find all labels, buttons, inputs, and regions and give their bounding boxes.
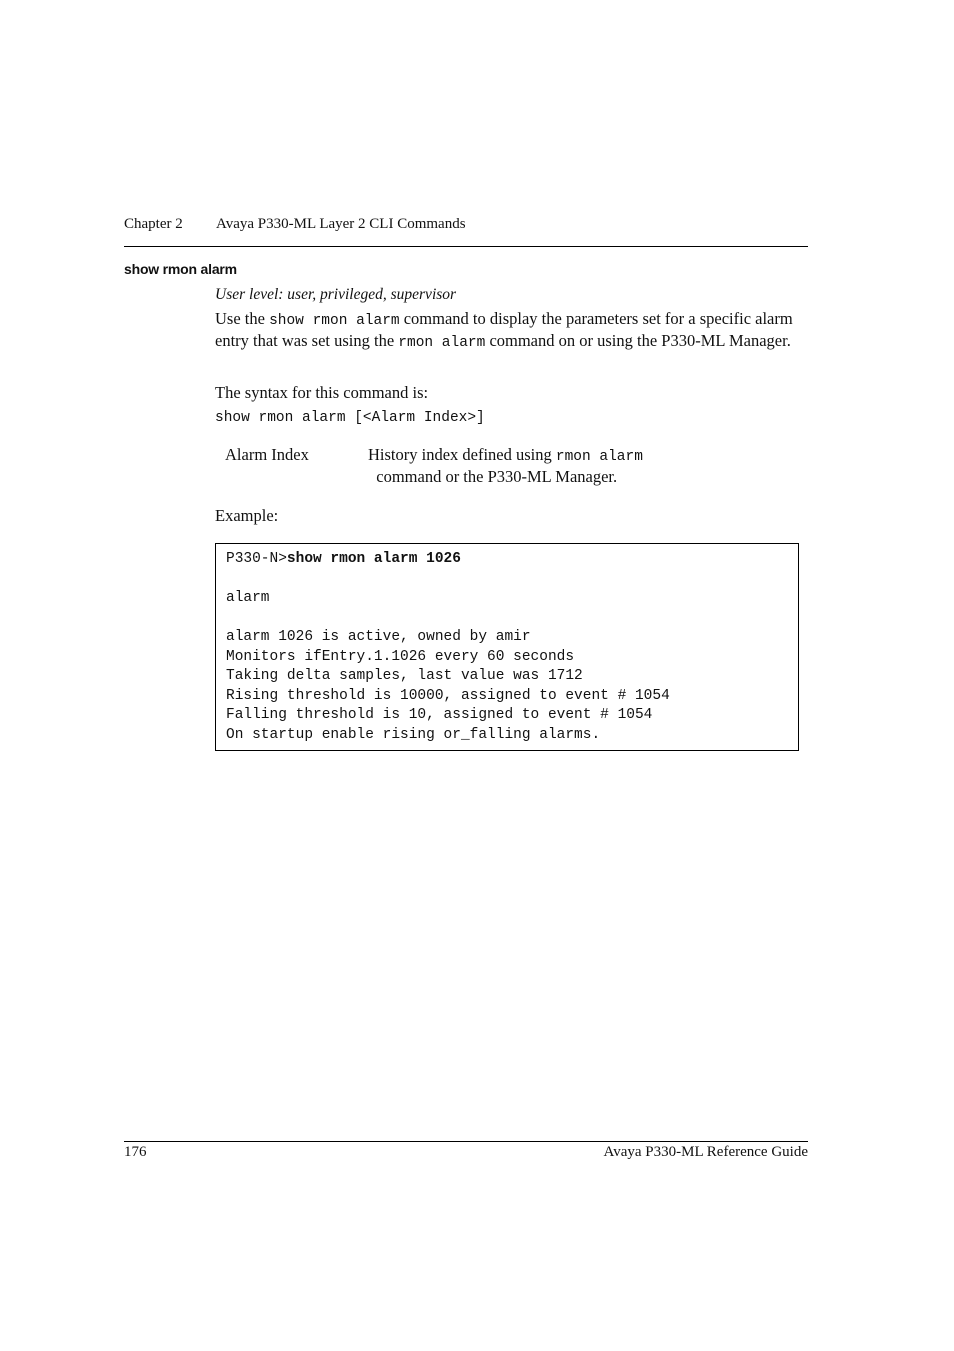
syntax-intro: The syntax for this command is: — [215, 383, 429, 402]
example-code-box — [215, 543, 799, 751]
inline-code: rmon alarm — [398, 335, 486, 351]
syntax-line: show rmon alarm [<Alarm Index>] — [215, 410, 485, 426]
chapter-label: Chapter 2 — [124, 216, 183, 232]
page-number: 176 — [124, 1144, 147, 1160]
chapter-title: Avaya P330-ML Layer 2 CLI Commands — [216, 216, 466, 232]
footer-divider — [124, 1141, 808, 1142]
parameter-name: Alarm Index — [225, 445, 309, 464]
parameter-description: History index defined using rmon alarm command or the P330-ML Manager. — [368, 445, 643, 486]
user-level: User level: user, privileged, supervisor — [215, 286, 457, 303]
cli-prompt: P330-N> — [226, 551, 287, 567]
description-paragraph: Use the show rmon alarm command to display the parameters set for a specific alarm entry that was set using the rmon alarm command on or using the P330-ML Manager. — [215, 309, 793, 351]
cli-output: alarm alarm 1026 is active, owned by amir Monitors ifEntry.1.1026 every 60 seconds Taking delta samples, last value was 1712 Rising threshold is 10000, assigned to event # 1054 Falling threshold is 10, assigned to event # 1054 On startup enable rising or_falling alarms. — [226, 590, 670, 743]
header-divider — [124, 246, 808, 247]
guide-title: Avaya P330-ML Reference Guide — [603, 1144, 808, 1160]
section-title: show rmon alarm — [124, 261, 237, 277]
cli-command: show rmon alarm 1026 — [286, 551, 461, 567]
example-code — [226, 550, 670, 745]
example-label: Example: — [215, 506, 279, 525]
inline-code: show rmon alarm — [269, 313, 400, 329]
